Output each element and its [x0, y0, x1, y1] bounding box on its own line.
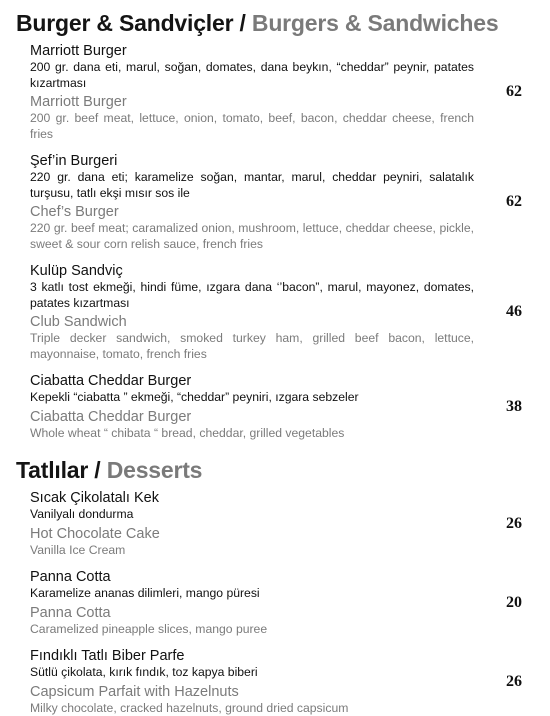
item-description-turkish: Vanilyalı dondurma [30, 507, 474, 523]
item-description-english: 200 gr. beef meat, lettuce, onion, tomato, beef, bacon, cheddar cheese, french fries [30, 111, 474, 142]
item-description-english: Vanilla Ice Cream [30, 543, 474, 559]
menu-item [16, 568, 522, 637]
burgers-section [16, 8, 522, 441]
item-price: 26 [506, 515, 522, 533]
item-description-english: 220 gr. beef meat; caramalized onion, mushroom, lettuce, cheddar cheese, pickle, sweet & sour corn relish sauce, french fries [30, 221, 474, 252]
item-description-english: Caramelized pineapple slices, mango puree [30, 622, 474, 638]
section-title-english: Desserts [107, 457, 203, 483]
item-name-english: Marriott Burger [30, 93, 474, 111]
item-name-english: Capsicum Parfait with Hazelnuts [30, 683, 474, 701]
item-name-turkish: Şef’in Burgeri [30, 152, 474, 170]
item-name-turkish: Kulüp Sandviç [30, 262, 474, 280]
menu-item [16, 152, 522, 252]
menu-item [16, 262, 522, 362]
menu-item [16, 489, 522, 558]
section-title-separator: / [88, 457, 107, 483]
item-description-english: Triple decker sandwich, smoked turkey ham, grilled beef bacon, lettuce, mayonnaise, tomato, french fries [30, 331, 474, 362]
section-title-english: Burgers & Sandwiches [252, 10, 499, 36]
menu-item [16, 647, 522, 716]
item-name-turkish: Marriott Burger [30, 42, 474, 60]
item-name-turkish: Panna Cotta [30, 568, 474, 586]
item-price: 62 [506, 193, 522, 211]
item-description-turkish: 220 gr. dana eti; karamelize soğan, mantar, marul, cheddar peyniri, salatalık turşusu, tatlı ekşi mısır sos ile [30, 170, 474, 201]
menu-sections [16, 8, 522, 716]
item-name-english: Chef’s Burger [30, 203, 474, 221]
item-price: 62 [506, 83, 522, 101]
item-description-english: Whole wheat “ chibata “ bread, cheddar, grilled vegetables [30, 426, 474, 442]
section-title-turkish: Burger & Sandviçler [16, 10, 233, 36]
item-description-english: Milky chocolate, cracked hazelnuts, ground dried capsicum [30, 701, 474, 716]
item-name-english: Ciabatta Cheddar Burger [30, 408, 474, 426]
section-title-separator: / [233, 10, 252, 36]
item-description-turkish: 3 katlı tost ekmeği, hindi füme, ızgara dana ‘’bacon”, marul, mayonez, domates, patates kızartması [30, 280, 474, 311]
item-name-english: Hot Chocolate Cake [30, 525, 474, 543]
item-name-turkish: Fındıklı Tatlı Biber Parfe [30, 647, 474, 665]
section-title [16, 8, 522, 38]
item-name-turkish: Sıcak Çikolatalı Kek [30, 489, 474, 507]
item-description-turkish: Kepekli “ciabatta ” ekmeği, “cheddar” peyniri, ızgara sebzeler [30, 390, 474, 406]
item-name-english: Panna Cotta [30, 604, 474, 622]
item-name-turkish: Ciabatta Cheddar Burger [30, 372, 474, 390]
section-title [16, 455, 522, 485]
item-price: 20 [506, 594, 522, 612]
item-description-turkish: 200 gr. dana eti, marul, soğan, domates, dana beykın, “cheddar” peynir, patates kızartması [30, 60, 474, 91]
item-price: 38 [506, 398, 522, 416]
item-price: 26 [506, 673, 522, 691]
item-price: 46 [506, 303, 522, 321]
item-description-turkish: Sütlü çikolata, kırık fındık, toz kapya biberi [30, 665, 474, 681]
section-title-turkish: Tatlılar [16, 457, 88, 483]
menu-item [16, 42, 522, 142]
item-description-turkish: Karamelize ananas dilimleri, mango püresi [30, 586, 474, 602]
menu-item [16, 372, 522, 441]
desserts-section [16, 455, 522, 716]
item-name-english: Club Sandwich [30, 313, 474, 331]
